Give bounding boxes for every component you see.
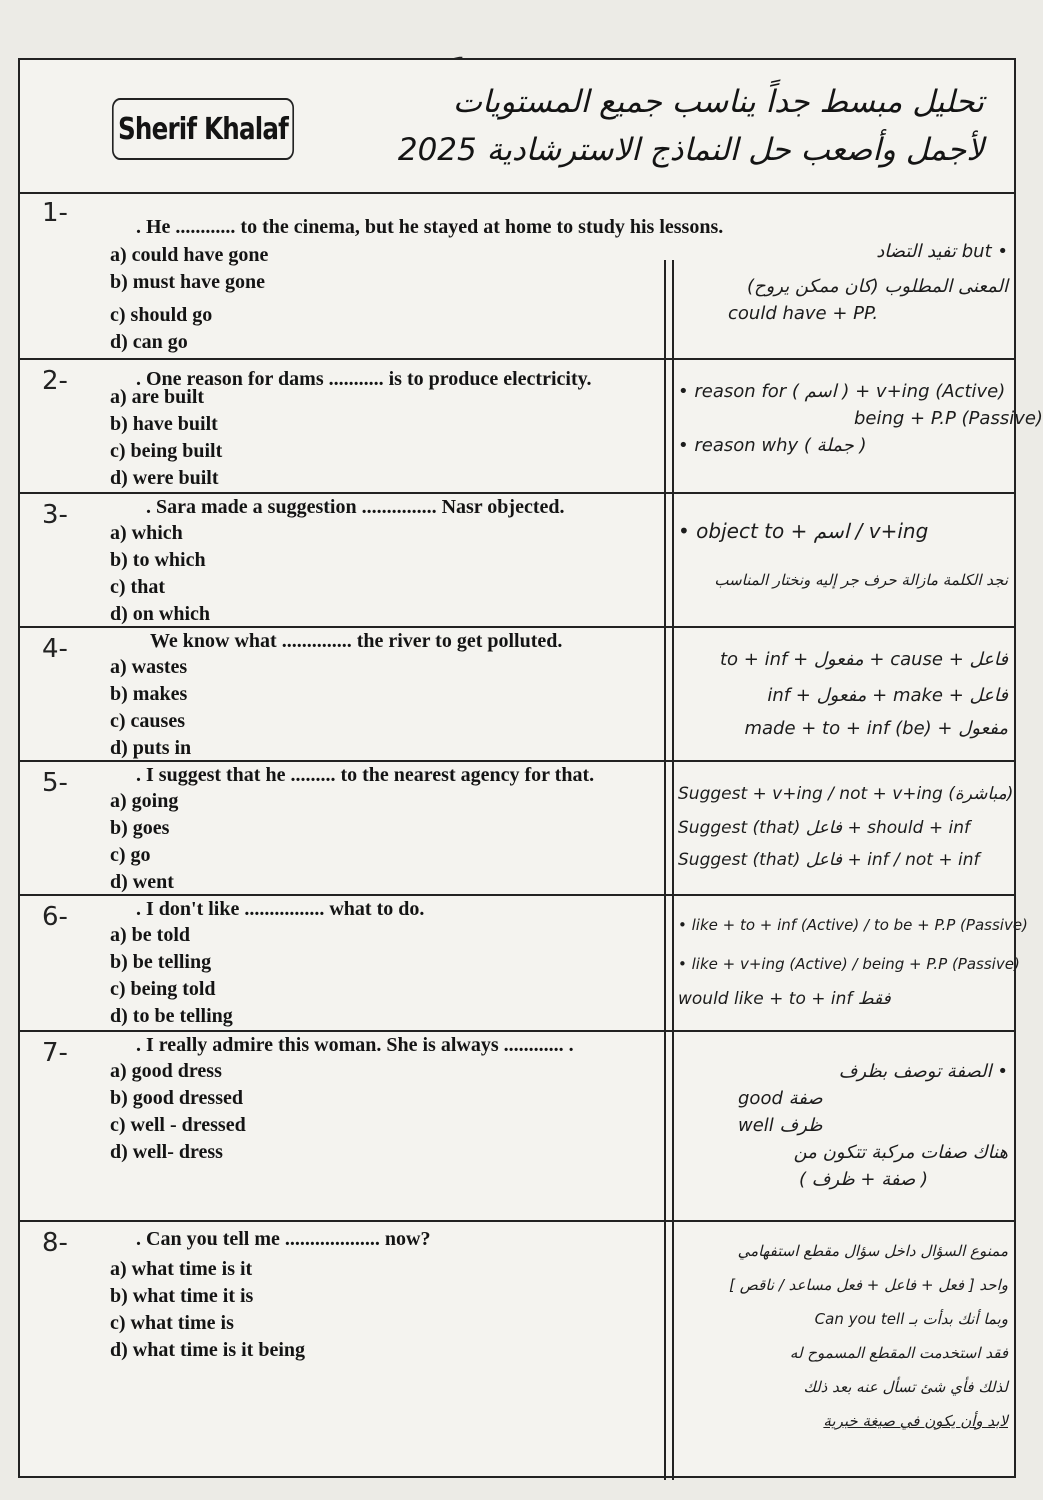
option-c[interactable]: c) being told [110,978,216,1000]
option-a[interactable]: a) could have gone [110,244,269,266]
note-line: نجد الكلمة مازالة حرف جر إليه ونختار المناسب [714,571,1008,589]
option-d[interactable]: d) well- dress [110,1141,223,1163]
note-line: فقد استخدمت المقطع المسموح له [789,1344,1008,1362]
option-d[interactable]: d) what time is it being [110,1339,305,1361]
option-c[interactable]: c) causes [110,710,185,732]
question-number: 4- [42,634,68,664]
explanation-notes [678,238,1008,327]
option-a[interactable]: a) what time is it [110,1258,253,1280]
explanation-notes [678,1058,1008,1193]
note-line: could have + PP. [728,303,879,324]
options-list [110,922,233,1030]
options-list [110,654,191,762]
question-number: 2- [42,366,68,396]
option-b[interactable]: b) goes [110,817,170,839]
explanation-notes [678,776,1014,876]
question-3 [20,494,1014,628]
question-number: 5- [42,768,68,798]
explanation-notes [678,642,1008,744]
options-list [110,1058,246,1166]
option-d[interactable]: d) were built [110,467,219,489]
option-d[interactable]: d) puts in [110,737,192,759]
question-number: 8- [42,1228,68,1258]
question-stem: . I suggest that he ......... to the nearest agency for that. [136,764,595,786]
question-stem: . Sara made a suggestion ............... Nasr objected. [146,496,565,518]
note-line: well ظرف [738,1115,823,1136]
question-stem: We know what .............. the river to get polluted. [150,630,563,652]
question-stem: . He ............ to the cinema, but he stayed at home to study his lessons. [136,216,724,238]
explanation-notes [678,518,1008,594]
note-line: • reason why ( جملة ) [678,435,867,456]
note-line: واحد [ فعل + فاعل + فعل مساعد / ناقص ] [729,1276,1008,1294]
header-title-line2: لأجمل وأصعب حل النماذج الاسترشادية 2025 [397,132,984,168]
note-line: لذلك فأي شئ تسأل عنه بعد ذلك [803,1378,1008,1396]
note-line: Suggest (that) فاعل + should + inf [678,818,970,838]
options-list [110,788,178,896]
question-5 [20,762,1014,896]
header-title [344,78,984,174]
note-line: • but تفيد التضاد [876,241,1008,262]
note-line: هناك صفات مركبة تتكون من [793,1142,1008,1163]
question-number: 3- [42,500,68,530]
question-6 [20,896,1028,1032]
question-number: 1- [42,198,68,228]
option-d[interactable]: d) to be telling [110,1005,233,1027]
option-b[interactable]: b) have built [110,413,218,435]
note-line: being + P.P (Passive) [854,408,1043,429]
note-line: Suggest + v+ing / not + v+ing (مباشرة) [678,784,1014,804]
note-line: • object to + اسم / v+ing [678,519,929,543]
options-list [110,520,210,628]
options-list [110,1256,305,1364]
options-list [110,242,268,356]
option-c[interactable]: c) well - dressed [110,1114,246,1136]
option-a[interactable]: a) going [110,790,179,812]
note-line: ( صفة + ظرف ) [799,1169,928,1190]
option-c[interactable]: c) that [110,576,165,598]
question-4 [20,628,1014,762]
option-c[interactable]: c) what time is [110,1312,234,1334]
worksheet [18,58,1043,1478]
author-badge: Sherif Khalaf [112,98,294,160]
option-d[interactable]: d) went [110,871,174,893]
option-a[interactable]: a) be told [110,924,190,946]
explanation-notes [678,1234,1008,1438]
explanation-notes [678,906,1028,1014]
header-title-line1: تحليل مبسط جداً يناسب جميع المستويات [452,84,984,120]
question-7 [20,1032,1014,1222]
question-stem: . I really admire this woman. She is always ............ . [136,1034,574,1056]
note-line: Suggest (that) فاعل + inf / not + inf [678,850,980,870]
option-c[interactable]: c) should go [110,304,213,326]
question-stem: . One reason for dams ........... is to produce electricity. [136,368,592,390]
question-number: 7- [42,1038,68,1068]
note-line: good صفة [738,1088,823,1109]
option-b[interactable]: b) must have gone [110,271,266,293]
option-c[interactable]: c) go [110,844,151,866]
note-line: would like + to + inf فقط [678,989,891,1009]
explanation-notes [678,378,1043,459]
option-b[interactable]: b) be telling [110,951,212,973]
option-d[interactable]: d) on which [110,603,211,625]
option-d[interactable]: d) can go [110,331,188,353]
question-1 [20,192,1014,360]
option-a[interactable]: a) are built [110,386,205,408]
note-line: • الصفة توصف بظرف [838,1061,1008,1082]
note-line: • like + to + inf (Active) / to be + P.P (Passive) [678,916,1028,934]
note-line: فاعل + make + مفعول + inf [767,685,1008,706]
note-line: ممنوع السؤال داخل سؤال مقطع استفهامي [737,1242,1008,1260]
note-line: فاعل + cause + مفعول + to + inf [720,649,1008,670]
note-line: وبما أنك بدأت بـ Can you tell [814,1310,1008,1328]
question-stem: . I don't like ................ what to do. [136,898,425,920]
column-divider [672,260,674,1480]
column-divider [664,260,666,1480]
question-stem: . Can you tell me ................... now? [136,1228,431,1250]
option-c[interactable]: c) being built [110,440,223,462]
option-a[interactable]: a) which [110,522,183,544]
question-8 [20,1222,1014,1476]
note-line: • like + v+ing (Active) / being + P.P (Passive) [678,955,1020,973]
options-list [110,384,222,492]
option-a[interactable]: a) good dress [110,1060,222,1082]
option-b[interactable]: b) what time it is [110,1285,254,1307]
option-b[interactable]: b) good dressed [110,1087,243,1109]
note-line: المعنى المطلوب (كان ممكن يروح) [746,276,1008,297]
question-number: 6- [42,902,68,932]
note-line: لابد وأن يكون في صيغة خبرية [823,1412,1008,1430]
option-b[interactable]: b) to which [110,549,206,571]
sheet-header [20,60,1014,194]
option-a[interactable]: a) wastes [110,656,188,678]
option-b[interactable]: b) makes [110,683,188,705]
note-line: مفعول + (be) made + to + inf [744,718,1008,739]
question-2 [20,360,1043,494]
note-line: • reason for ( اسم ) + v+ing (Active) [678,381,1006,402]
